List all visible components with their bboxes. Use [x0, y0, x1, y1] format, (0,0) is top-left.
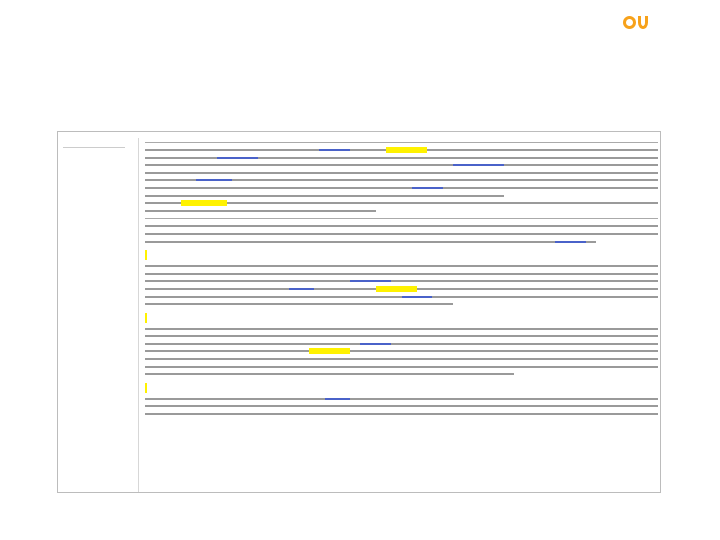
- section-title-history: [145, 141, 658, 143]
- section-methods: [145, 217, 658, 245]
- section-grey: [145, 313, 658, 378]
- section-title-white: [145, 250, 658, 260]
- wikipedia-screenshot: [57, 131, 661, 493]
- logo-u-mark-icon: [638, 16, 648, 29]
- section-history: [145, 141, 658, 214]
- paragraph-methods: [145, 222, 658, 245]
- highlighted-keyword: [145, 383, 147, 393]
- languages-heading: [63, 147, 125, 148]
- paragraph-black: [145, 395, 658, 418]
- highlighted-keyword: [145, 250, 147, 260]
- section-title-grey: [145, 313, 658, 323]
- section-black: [145, 383, 658, 418]
- highlighted-keyword: [145, 313, 147, 323]
- paragraph-white: [145, 262, 658, 308]
- wiki-sidebar: [58, 132, 134, 493]
- logo-o-mark-icon: [623, 16, 636, 29]
- paragraph-history: [145, 146, 658, 214]
- section-title-methods: [145, 217, 658, 219]
- paragraph-grey: [145, 325, 658, 378]
- wiki-article: [138, 138, 658, 492]
- section-white: [145, 250, 658, 308]
- seopult-logo: [622, 12, 649, 34]
- section-title-black: [145, 383, 658, 393]
